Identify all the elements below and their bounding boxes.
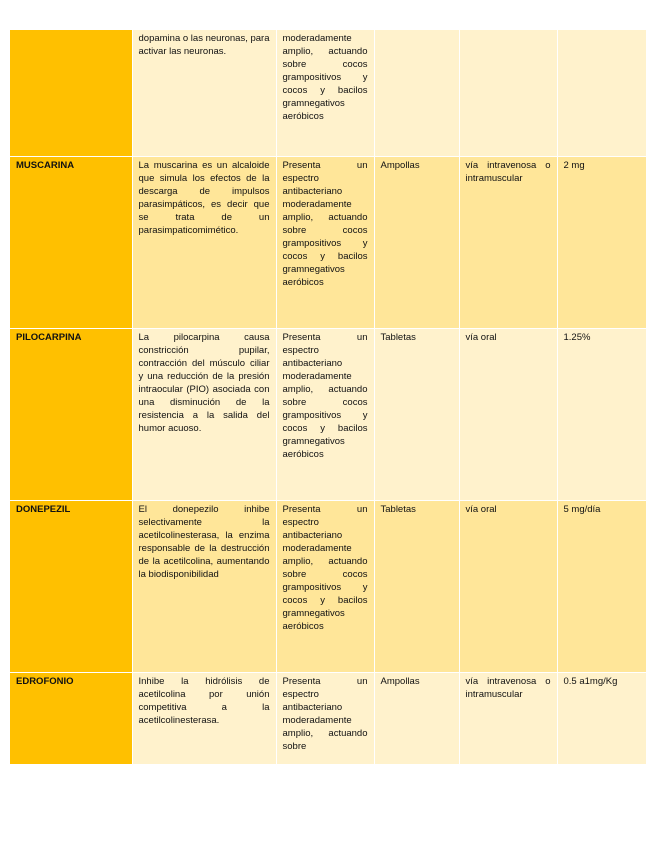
drug-name-cell: DONEPEZIL <box>10 500 132 672</box>
form-cell <box>374 30 459 156</box>
mechanism-cell: El donepezilo inhibe selectivamente la acetilcolinesterasa, la enzima responsable de la destrucción de la acetilcolina, aumentando la biodisponibilidad <box>132 500 276 672</box>
spectrum-cell: Presenta un espectro antibacteriano moderadamente amplio, actuando sobre cocos grampositivos y cocos y bacilos gramnegativos aeróbicos <box>276 328 374 500</box>
table-row <box>10 672 646 764</box>
spectrum-cell: Presenta un espectro antibacteriano moderadamente amplio, actuando sobre cocos grampositivos y cocos y bacilos gramnegativos aeróbicos <box>276 156 374 328</box>
drug-table <box>10 30 647 765</box>
form-cell: Tabletas <box>374 328 459 500</box>
form-cell: Ampollas <box>374 672 459 764</box>
route-cell <box>459 30 557 156</box>
mechanism-cell: La muscarina es un alcaloide que simula los efectos de la descarga de impulsos parasimpáticos, es decir que se trata de un parasimpaticomimético. <box>132 156 276 328</box>
spectrum-cell: Presenta un espectro antibacteriano moderadamente amplio, actuando sobre <box>276 672 374 764</box>
form-cell: Ampollas <box>374 156 459 328</box>
route-cell: vía intravenosa o intramuscular <box>459 156 557 328</box>
route-cell: vía intravenosa o intramuscular <box>459 672 557 764</box>
drug-name-cell: MUSCARINA <box>10 156 132 328</box>
table-row <box>10 500 646 672</box>
dose-cell: 2 mg <box>557 156 646 328</box>
dose-cell <box>557 30 646 156</box>
spectrum-cell: moderadamente amplio, actuando sobre cocos grampositivos y cocos y bacilos gramnegativos aeróbicos <box>276 30 374 156</box>
table-row <box>10 30 646 156</box>
drug-name-cell: EDROFONIO <box>10 672 132 764</box>
drug-name-cell <box>10 30 132 156</box>
spectrum-cell: Presenta un espectro antibacteriano moderadamente amplio, actuando sobre cocos grampositivos y cocos y bacilos gramnegativos aeróbicos <box>276 500 374 672</box>
mechanism-cell: dopamina o las neuronas, para activar las neuronas. <box>132 30 276 156</box>
dose-cell: 5 mg/día <box>557 500 646 672</box>
form-cell: Tabletas <box>374 500 459 672</box>
drug-name-cell: PILOCARPINA <box>10 328 132 500</box>
dose-cell: 0.5 a1mg/Kg <box>557 672 646 764</box>
mechanism-cell: Inhibe la hidrólisis de acetilcolina por unión competitiva a la acetilcolinesterasa. <box>132 672 276 764</box>
mechanism-cell: La pilocarpina causa constricción pupilar, contracción del músculo ciliar y una reducción de la presión intraocular (PIO) asociada con una disminución de la resistencia a la salida del humor acuoso. <box>132 328 276 500</box>
table-row <box>10 328 646 500</box>
route-cell: vía oral <box>459 328 557 500</box>
route-cell: vía oral <box>459 500 557 672</box>
table-row <box>10 156 646 328</box>
dose-cell: 1.25% <box>557 328 646 500</box>
